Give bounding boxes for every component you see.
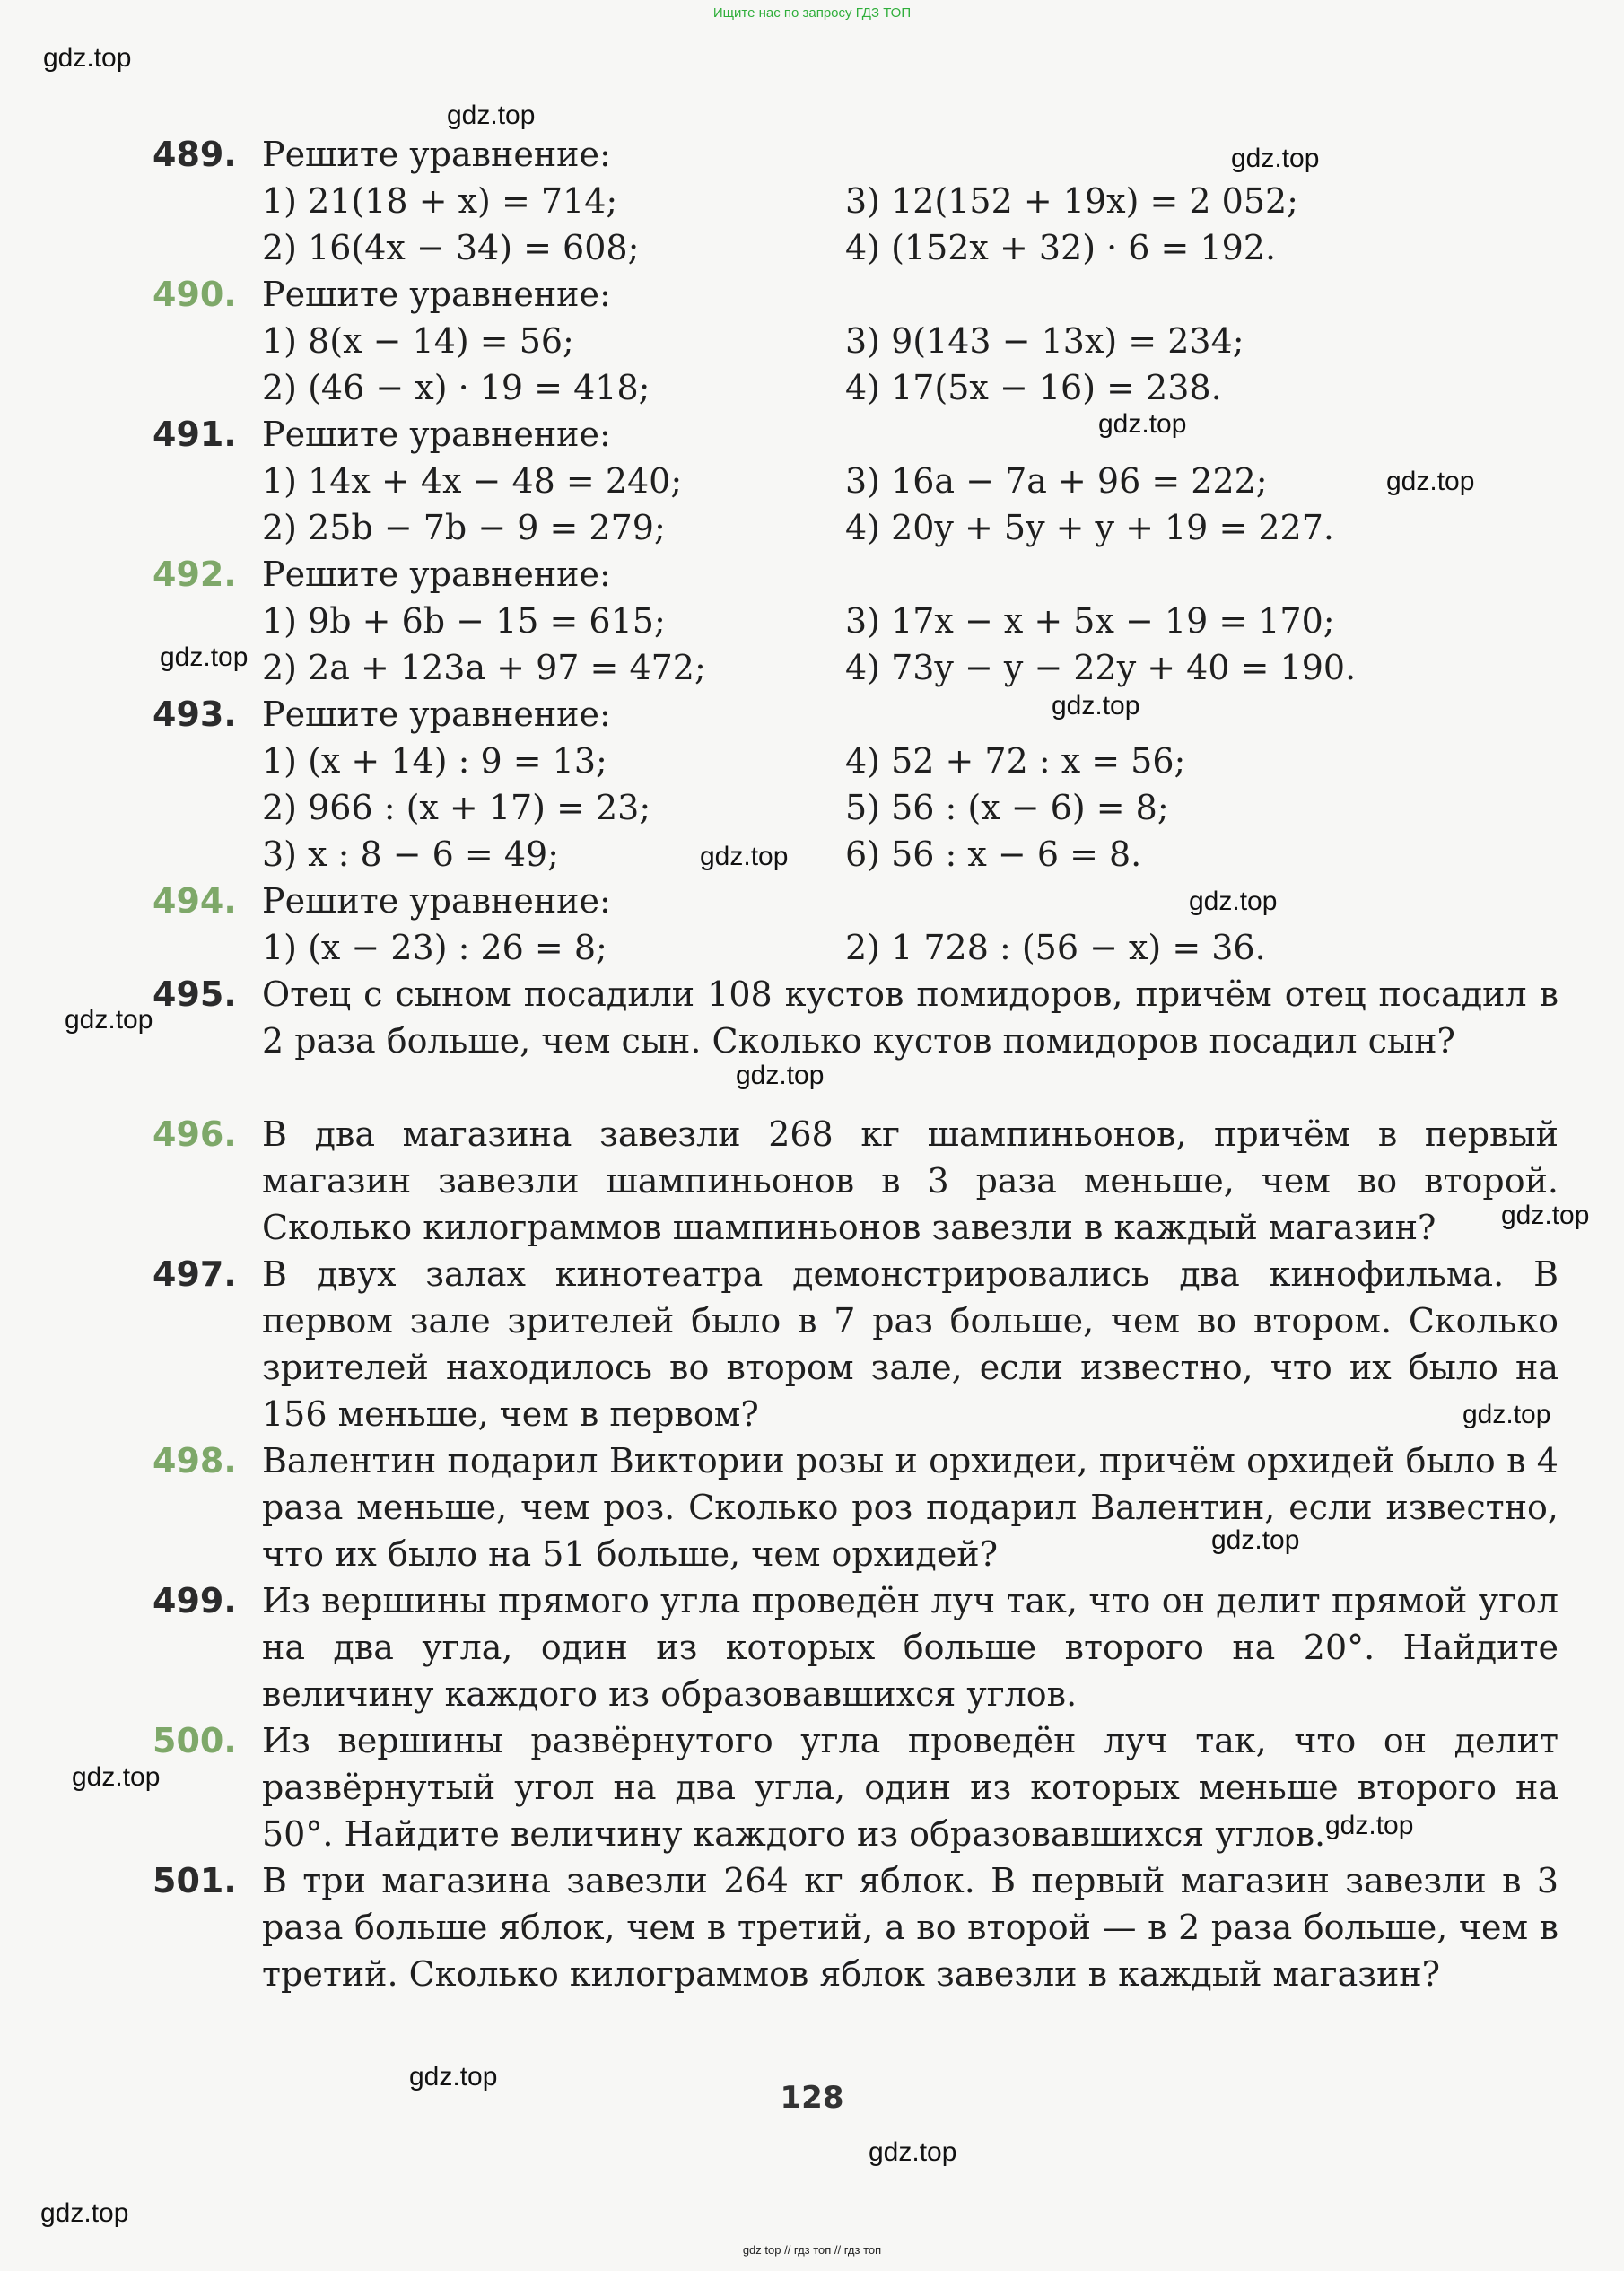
equation: 4) (152x + 32) · 6 = 192. [845,228,1277,267]
watermark: gdz.top [160,642,249,672]
problem-text: Из вершины прямого угла проведён луч так, что он делит прямой угол на два угла, один из которых больше второго на 20°. Найдите величину каждого из образовавшихся углов. [262,1581,1559,1714]
watermark: gdz.top [1231,144,1320,173]
equation: 1) 8(x − 14) = 56; [262,321,574,361]
problem-number: 496. [153,1114,237,1154]
problem-text: В три магазина завезли 264 кг яблок. В первый магазин завезли в 3 раза больше яблок, чем в третий, а во второй — в 2 раза больше, чем в третий. Сколько килограммов яблок завезли в каждый магазин? [262,1861,1559,1994]
equation: 1) (x − 23) : 26 = 8; [262,928,607,967]
equation: 3) 9(143 − 13x) = 234; [845,321,1244,361]
equation: 5) 56 : (x − 6) = 8; [845,788,1169,827]
equation: 4) 52 + 72 : x = 56; [845,741,1186,781]
equation: 6) 56 : x − 6 = 8. [845,834,1142,874]
equation: 4) 17(5x − 16) = 238. [845,368,1222,407]
problem-number: 497. [153,1254,237,1294]
equation: 2) 1 728 : (56 − x) = 36. [845,928,1266,967]
watermark: gdz.top [65,1005,153,1035]
problem-number: 492. [153,555,237,594]
equation: 1) (x + 14) : 9 = 13; [262,741,607,781]
watermark: gdz.top [1052,691,1140,721]
equation: 3) 12(152 + 19x) = 2 052; [845,181,1298,221]
problem-number: 494. [153,881,237,921]
problem-number: 491. [153,415,237,454]
problem-number: 500. [153,1721,237,1760]
problem-title: Решите уравнение: [262,415,611,454]
watermark: gdz.top [409,2062,498,2092]
problem-number: 498. [153,1441,237,1481]
equation: 4) 20y + 5y + y + 19 = 227. [845,508,1334,547]
watermark: gdz.top [869,2137,957,2167]
problem-number: 493. [153,694,237,734]
equation: 3) 17x − x + 5x − 19 = 170; [845,601,1335,641]
problem-number: 499. [153,1581,237,1620]
problem-title: Решите уравнение: [262,275,611,314]
watermark: gdz.top [736,1061,825,1090]
problem-number: 501. [153,1861,237,1900]
equation: 2) 966 : (x + 17) = 23; [262,788,651,827]
problem-text: Отец с сыном посадили 108 кустов помидоров, причём отец посадил в 2 раза больше, чем сын. Сколько кустов помидоров посадил сын? [262,974,1559,1061]
equation: 1) 21(18 + x) = 714; [262,181,618,221]
watermark: gdz.top [1189,887,1278,916]
equation: 3) x : 8 − 6 = 49; [262,834,559,874]
problem-number: 489. [153,135,237,174]
page-number: 128 [780,2080,844,2116]
problem-title: Решите уравнение: [262,135,611,174]
bottom-banner: gdz top // гдз топ // гдз топ [742,2243,882,2257]
problem-title: Решите уравнение: [262,555,611,594]
watermark: gdz.top [1501,1201,1590,1230]
problem-number: 490. [153,275,237,314]
watermark: gdz.top [1386,467,1475,496]
watermark: gdz.top [1325,1811,1414,1840]
equation: 2) (46 − x) · 19 = 418; [262,368,650,407]
equation: 2) 25b − 7b − 9 = 279; [262,508,666,547]
watermark: gdz.top [1098,409,1187,439]
watermark: gdz.top [72,1762,161,1792]
problem-text: В два магазина завезли 268 кг шампиньонов, причём в первый магазин завезли шампиньонов в 3 раза меньше, чем во второй. Сколько килограммов шампиньонов завезли в каждый магазин? [262,1114,1559,1247]
top-banner: Ищите нас по запросу ГДЗ ТОП [712,5,912,21]
watermark: gdz.top [40,2198,129,2228]
problem-text: Из вершины развёрнутого угла проведён луч так, что он делит развёрнутый угол на два угла, один из которых меньше второго на 50°. Найдите величину каждого из образовавшихся углов. [262,1721,1559,1854]
watermark: gdz.top [1462,1400,1551,1429]
problem-text: В двух залах кинотеатра демонстрировались два кинофильма. В первом зале зрителей было в 7 раз больше, чем во втором. Сколько зрителей находилось во втором зале, если известно, что их было на 156 меньше, чем в первом? [262,1254,1559,1434]
watermark: gdz.top [1211,1525,1300,1555]
problem-title: Решите уравнение: [262,694,611,734]
problem-text: Валентин подарил Виктории розы и орхидеи, причём орхидей было в 4 раза меньше, чем роз. Сколько роз подарил Валентин, если известно, что их было на 51 больше, чем орхидей? [262,1441,1559,1574]
equation: 4) 73y − y − 22y + 40 = 190. [845,648,1357,687]
equation: 2) 16(4x − 34) = 608; [262,228,640,267]
equation: 3) 16a − 7a + 96 = 222; [845,461,1268,501]
equation: 2) 2a + 123a + 97 = 472; [262,648,706,687]
problem-number: 495. [153,974,237,1014]
watermark: gdz.top [43,43,132,73]
equation: 1) 9b + 6b − 15 = 615; [262,601,666,641]
watermark: gdz.top [447,100,536,130]
watermark: gdz.top [700,842,789,871]
equation: 1) 14x + 4x − 48 = 240; [262,461,683,501]
problem-title: Решите уравнение: [262,881,611,921]
